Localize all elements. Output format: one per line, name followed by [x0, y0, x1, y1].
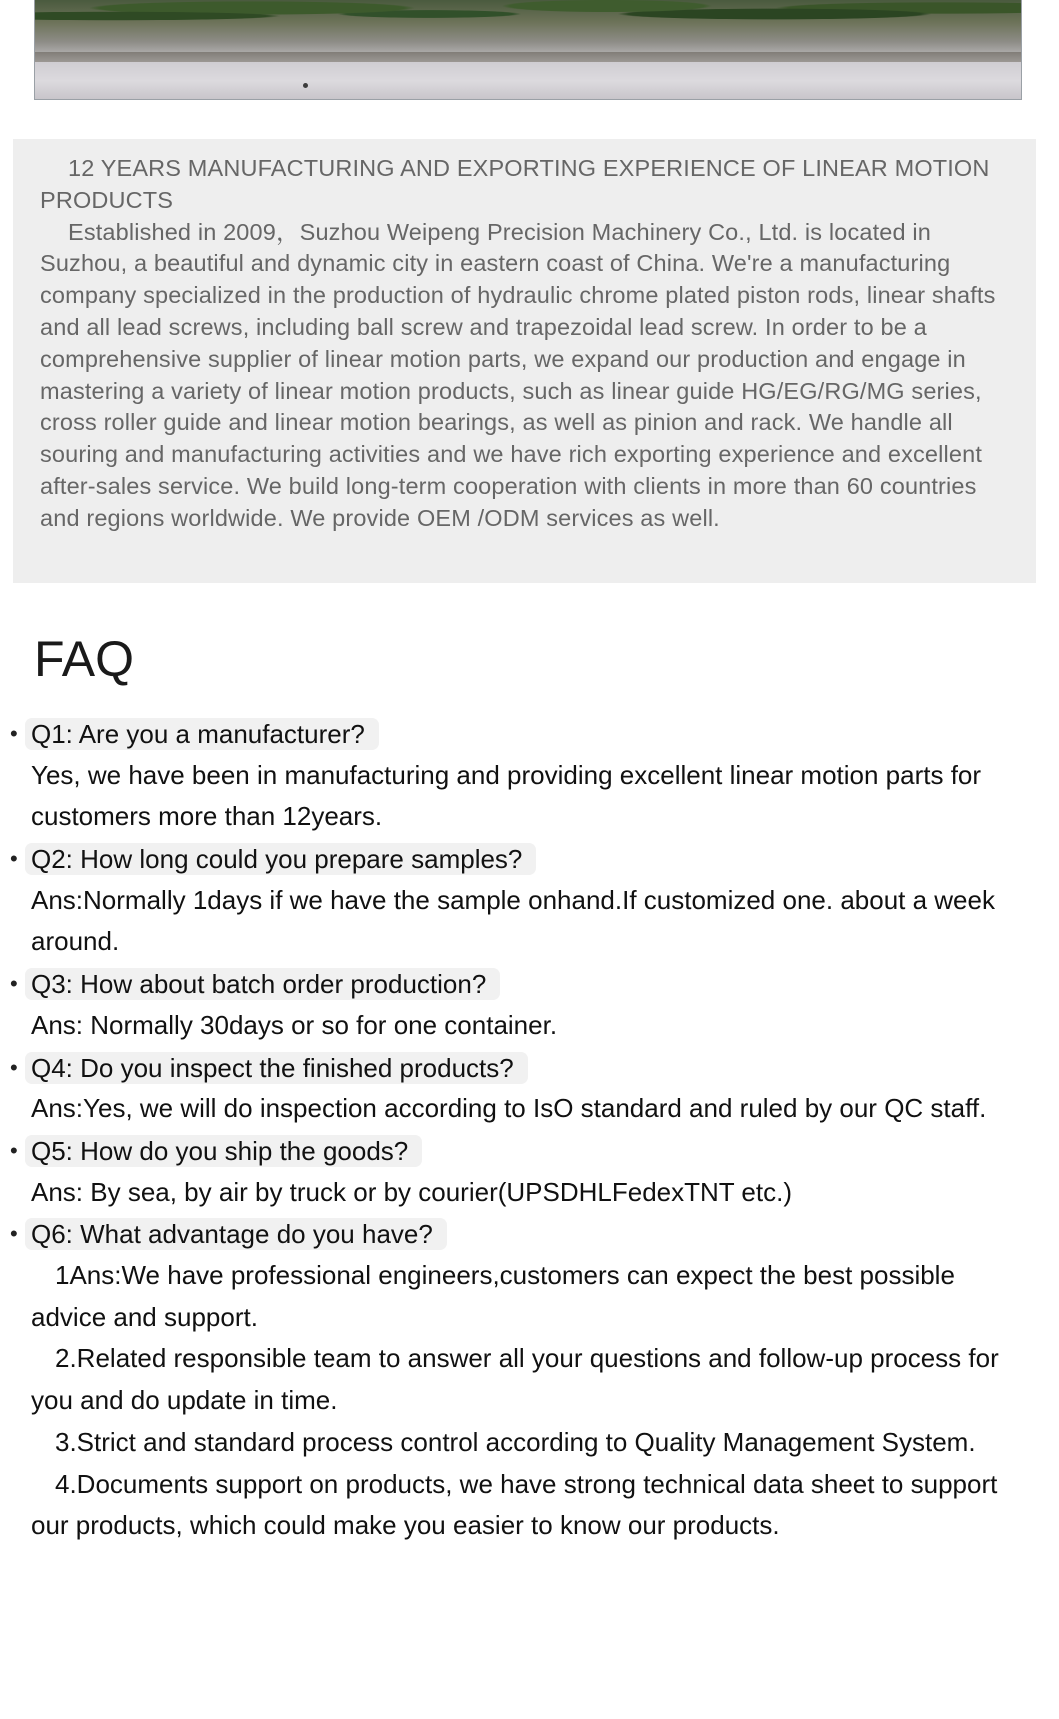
bullet-icon: •: [10, 721, 18, 746]
faq-answer-6-point-4: 4.Documents support on products, we have strong technical data sheet to support our products, which could make you easier to know our products.: [31, 1468, 998, 1541]
photo-trees: [35, 0, 1021, 40]
faq-item-6: [0, 1213, 1059, 1547]
faq-question-1: Q1: Are you a manufacturer?: [25, 718, 379, 750]
faq-list: [0, 713, 1059, 1547]
bullet-icon: •: [10, 1221, 18, 1247]
faq-item-5: [0, 1130, 1059, 1213]
bullet-icon: •: [10, 846, 18, 872]
faq-answer-4: Ans:Yes, we will do inspection according to IsO standard and ruled by our QC staff.: [31, 1093, 987, 1124]
faq-question-2: Q2: How long could you prepare samples?: [25, 843, 536, 875]
faq-answer-6-point-1: 1Ans:We have professional engineers,customers can expect the best possible advice and support.: [31, 1260, 955, 1332]
company-intro: [13, 139, 1036, 583]
faq-question-3: Q3: How about batch order production?: [25, 968, 500, 1000]
faq-answer-6-point-3: 3.Strict and standard process control according to Quality Management System.: [55, 1426, 976, 1457]
faq-answer-3: Ans: Normally 30days or so for one container.: [31, 1009, 558, 1040]
faq-question-4: Q4: Do you inspect the finished products?: [25, 1052, 528, 1084]
bullet-icon: •: [10, 1054, 18, 1080]
photo-detail: [303, 83, 308, 88]
photo-road: [35, 62, 1021, 100]
bullet-icon: •: [10, 971, 18, 997]
faq-item-3: [0, 963, 1059, 1046]
intro-heading: 12 YEARS MANUFACTURING AND EXPORTING EXPERIENCE OF LINEAR MOTION PRODUCTS: [40, 155, 990, 213]
faq-item-2: [0, 838, 1059, 963]
faq-answer-2: Ans:Normally 1days if we have the sample onhand.If customized one. about a week around.: [31, 884, 995, 957]
intro-body: Established in 2009，Suzhou Weipeng Precision Machinery Co., Ltd. is located in Suzhou, a beautiful and dynamic city in eastern coast of China. We're a manufacturing company specialized in the production of hydraulic chrome plated piston rods, linear shafts and all lead screws, including ball screw and trapezoidal lead screw. In order to be a comprehensive supplier of linear motion parts, we expand our production and engage in mastering a variety of linear motion products, such as linear guide HG/EG/RG/MG series, cross roller guide and linear motion bearings, as well as pinion and rack. We handle all souring and manufacturing activities and we have rich exporting experience and excellent after-sales service. We build long-term cooperation with clients in more than 60 countries and regions worldwide. We provide OEM /ODM services as well.: [40, 218, 996, 531]
photo-curb: [35, 52, 1021, 62]
faq-question-6: Q6: What advantage do you have?: [25, 1218, 447, 1250]
faq-item-1: [0, 713, 1059, 838]
faq-question-5: Q5: How do you ship the goods?: [25, 1135, 422, 1167]
faq-answer-6-point-2: 2.Related responsible team to answer all your questions and follow-up process for you and do update in time.: [31, 1343, 999, 1416]
bullet-icon: •: [10, 1137, 18, 1163]
faq-title: FAQ: [34, 631, 135, 687]
faq-answer-1: Yes, we have been in manufacturing and providing excellent linear motion parts for customers more than 12years.: [31, 759, 982, 832]
factory-photo: [34, 0, 1022, 100]
faq-item-4: [0, 1047, 1059, 1130]
faq-answer-5: Ans: By sea, by air by truck or by courier(UPSDHLFedexTNT etc.): [31, 1176, 792, 1207]
